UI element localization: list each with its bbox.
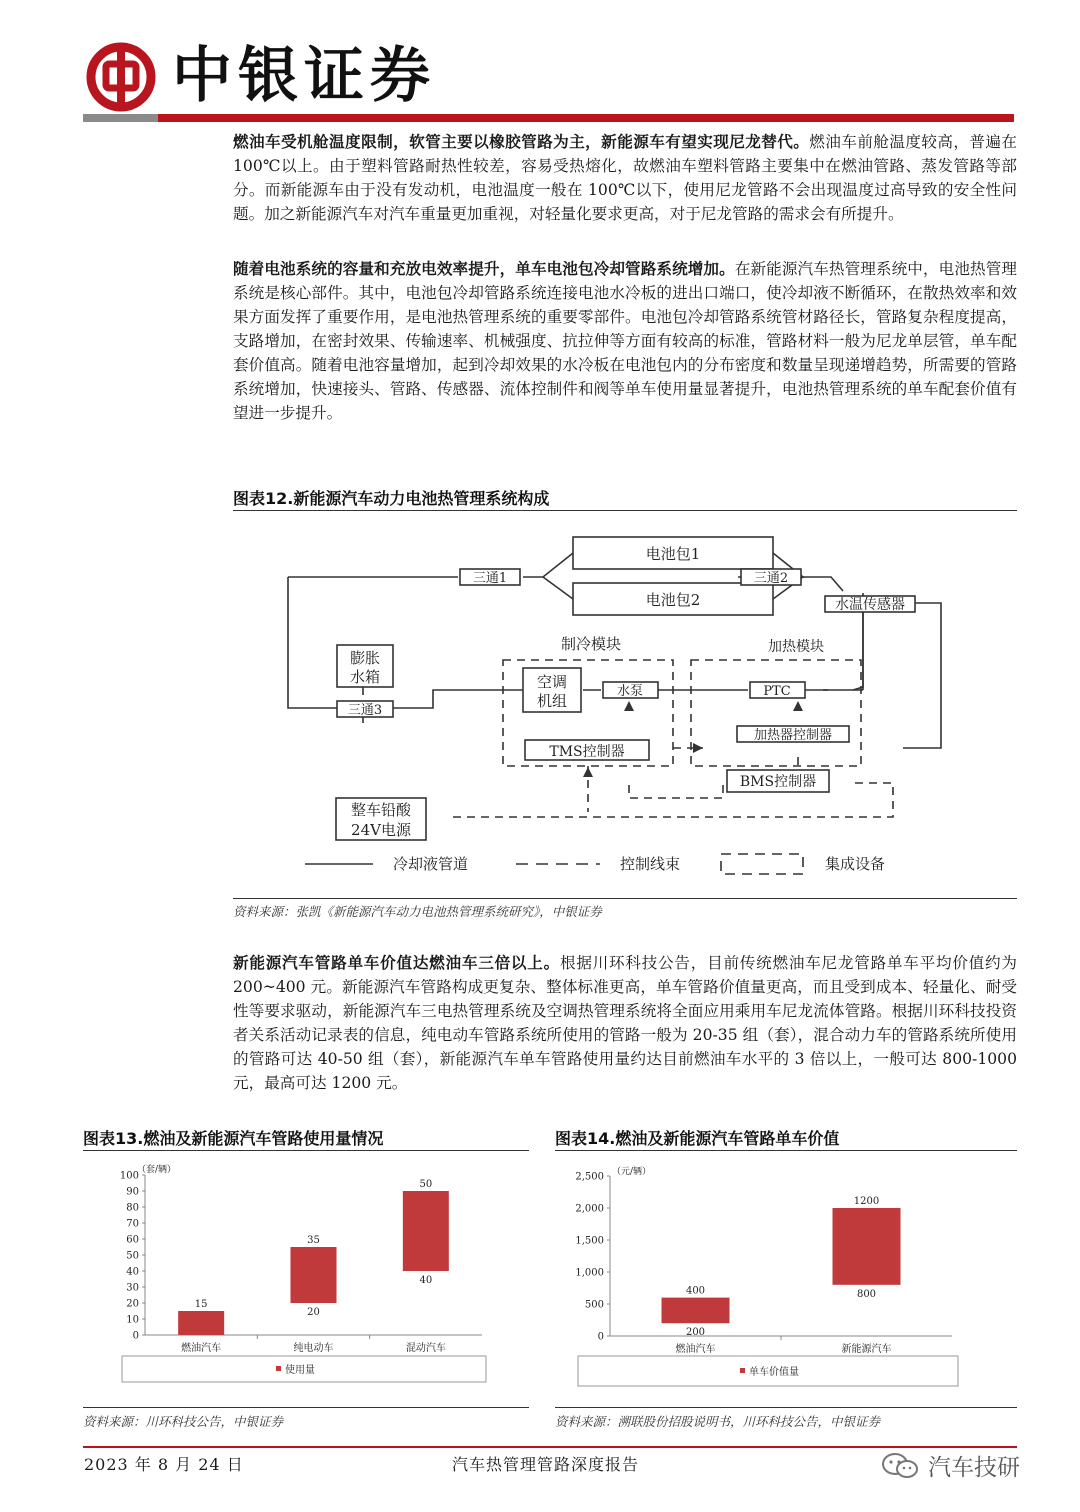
y-tick-label: 10 (126, 1314, 139, 1326)
figure-12-title: 图表12.新能源汽车动力电池热管理系统构成 (233, 489, 550, 508)
figure-14-bottom-rule (555, 1407, 1017, 1408)
data-label: 50 (419, 1179, 433, 1190)
paragraph-3-body: 根据川环科技公告，目前传统燃油车尼龙管路单车平均价值约为 200~400 元。新能源汽车管路构成更复杂、整体标准更高，单车管路价值量更高，而且受到成本、轻量化、耐受性等要求驱动，新能源汽车三电热管理系统及空调热管理系统将全面应用乘用车尼龙流体管路。根据川环科技投资者关系活动记录表的信息，纯电动车管路系统所使用的管路一般为 20-35 组（套），混合动力车的管路系统所使用的管路可达 40-50 组（套），新能源汽车单车管路使用量约达目前燃油车水平的 3 倍以上，一般可达 800-1000 元，最高可达 1200 元。 (233, 954, 1017, 1092)
paragraph-2-body: 在新能源汽车热管理系统中，电池热管理系统是核心部件。其中，电池包冷却管路系统连接电池水冷板的进出口端口，使冷却液不断循环，在散热效率和效果方面发挥了重要作用，是电池热管理系统的重要零部件。电池包冷却管路系统管材路径长，管路复杂程度提高，支路增加，在密封效果、传输速率、机械强度、抗拉伸等方面有较高的标准，管路材料一般为尼龙单层管，单车配套价值高。随着电池容量增加，起到冷却效果的水冷板在电池包内的分布密度和数量呈现递增趋势，所需要的管路系统增加，快速接头、管路、传感器、流体控制件和阀等单车使用量显著提升，电池热管理系统的单车配套价值有望进一步提升。 (233, 260, 1017, 422)
figure-13-source: 资料来源：川环科技公告，中银证券 (83, 1414, 284, 1429)
heating-module-label: 加热模块 (768, 639, 824, 655)
power-supply-label-1: 整车铅酸 (350, 801, 412, 819)
bar (662, 1298, 730, 1324)
figure-14-chart (572, 1160, 964, 1390)
figure-12-source: 资料来源：张凯《新能源汽车动力电池热管理系统研究》，中银证券 (233, 904, 602, 919)
y-tick-label: 2,500 (575, 1171, 604, 1183)
paragraph-2-lead: 随着电池系统的容量和充放电效率提升，单车电池包冷却管路系统增加。 (233, 260, 735, 278)
x-tick-label: 纯电动车 (293, 1343, 334, 1354)
water-temp-sensor-label: 水温传感器 (835, 597, 905, 613)
data-label: 400 (685, 1285, 706, 1297)
water-pump-label: 水泵 (616, 684, 644, 699)
figure-13-bottom-rule (83, 1407, 529, 1408)
tee-3-label: 三通3 (347, 703, 383, 718)
page-header (0, 0, 1080, 125)
header-rule (83, 114, 158, 122)
footer-report-title: 汽车热管理管路深度报告 (452, 1455, 640, 1474)
figure-12-legend (305, 854, 885, 874)
x-tick-label: 燃油汽车 (181, 1343, 222, 1354)
battery-pack-2-label: 电池包2 (645, 591, 701, 609)
y-tick-label: 1,500 (575, 1235, 604, 1247)
battery-pack-1-label: 电池包1 (645, 545, 701, 563)
legend-control-label: 控制线束 (620, 855, 681, 873)
data-label: 15 (194, 1299, 208, 1310)
expansion-tank-label-2: 水箱 (349, 668, 381, 686)
y-tick-label: 0 (132, 1330, 139, 1342)
paragraph-3 (233, 951, 1017, 1095)
paragraph-1 (233, 130, 1017, 226)
unit-label: （元/辆） (612, 1167, 652, 1177)
bar (403, 1191, 449, 1271)
ptc-label: PTC (763, 684, 791, 699)
legend-coolant-label: 冷却液管道 (393, 855, 469, 873)
bar (178, 1311, 224, 1335)
x-tick-label: 燃油汽车 (675, 1344, 716, 1355)
brand-name: 中银证券 (172, 41, 436, 111)
figure-13-top-rule (83, 1150, 529, 1151)
paragraph-1-body: 燃油车前舱温度较高，普遍在 100℃以上。由于塑料管路耐热性较差，容易受热熔化，故燃油车塑料管路主要集中在燃油管路、蒸发管路等部分。而新能源车由于没有发动机，电池温度一般在 100℃以下，使用尼龙管路不会出现温度过高导致的安全性问题。加之新能源汽车对汽车重量更加重视，对轻量化要求更高，对于尼龙管路的需求会有所提升。 (233, 133, 1017, 223)
x-tick-label: 新能源汽车 (841, 1344, 892, 1355)
y-tick-label: 1,000 (575, 1267, 604, 1279)
legend-integrated-label: 集成设备 (825, 855, 886, 873)
y-tick-label: 30 (126, 1282, 139, 1294)
tms-controller-label: TMS控制器 (549, 744, 625, 760)
data-label: 35 (307, 1235, 320, 1246)
paragraph-2 (233, 257, 1017, 425)
heater-controller-label: 加热器控制器 (753, 728, 833, 743)
x-tick-label: 混动汽车 (405, 1343, 446, 1354)
data-label: 200 (685, 1327, 706, 1339)
bms-controller-label: BMS控制器 (739, 774, 817, 790)
figure-12-top-rule (233, 510, 1017, 511)
ac-unit-label-1: 空调 (536, 673, 568, 691)
wechat-icon (880, 1452, 920, 1480)
data-label: 40 (419, 1275, 433, 1286)
tee-2-label: 三通2 (753, 571, 789, 586)
y-tick-label: 500 (584, 1299, 604, 1311)
bar (833, 1208, 901, 1285)
footer-date: 2023 年 8 月 24 日 (84, 1455, 244, 1474)
y-tick-label: 100 (119, 1170, 139, 1182)
figure-13-chart (108, 1160, 494, 1390)
cooling-module-label: 制冷模块 (560, 635, 622, 653)
y-tick-label: 60 (126, 1234, 139, 1246)
paragraph-1-lead: 燃油车受机舱温度限制，软管主要以橡胶管路为主，新能源车有望实现尼龙替代。 (233, 133, 810, 151)
y-tick-label: 0 (597, 1331, 604, 1343)
data-label: 800 (856, 1288, 877, 1300)
data-label: 1200 (853, 1196, 880, 1207)
header-rule-accent (158, 114, 1014, 122)
legend-swatch (276, 1366, 281, 1371)
bar (291, 1247, 337, 1303)
y-tick-label: 20 (126, 1298, 139, 1310)
legend-value-label: 单车价值量 (749, 1367, 799, 1378)
watermark-text: 汽车技研 (928, 1455, 1020, 1481)
unit-label: （套/辆） (137, 1165, 177, 1175)
y-tick-label: 90 (126, 1186, 139, 1198)
y-tick-label: 40 (126, 1266, 139, 1278)
tee-1-label: 三通1 (472, 571, 508, 586)
figure-13-title: 图表13.燃油及新能源汽车管路使用量情况 (83, 1129, 384, 1148)
y-tick-label: 80 (126, 1202, 139, 1214)
ac-unit-label-2: 机组 (536, 692, 568, 710)
y-tick-label: 2,000 (575, 1203, 604, 1215)
y-tick-label: 70 (126, 1218, 139, 1230)
boc-logo-icon (86, 42, 156, 112)
paragraph-3-lead: 新能源汽车管路单车价值达燃油车三倍以上。 (233, 954, 560, 972)
legend-swatch (740, 1368, 745, 1373)
figure-14-title: 图表14.燃油及新能源汽车管路单车价值 (555, 1129, 840, 1148)
expansion-tank-label-1: 膨胀 (349, 649, 381, 667)
figure-12-bottom-rule (233, 898, 1017, 899)
y-tick-label: 50 (126, 1250, 139, 1262)
data-label: 20 (307, 1307, 320, 1318)
power-supply-label-2: 24V电源 (351, 821, 411, 839)
figure-14-source: 资料来源：溯联股份招股说明书，川环科技公告，中银证券 (555, 1414, 881, 1429)
footer-rule (83, 1446, 1017, 1448)
figure-14-top-rule (555, 1150, 1017, 1151)
figure-12-diagram (233, 515, 1017, 895)
legend-usage-label: 使用量 (285, 1365, 315, 1376)
